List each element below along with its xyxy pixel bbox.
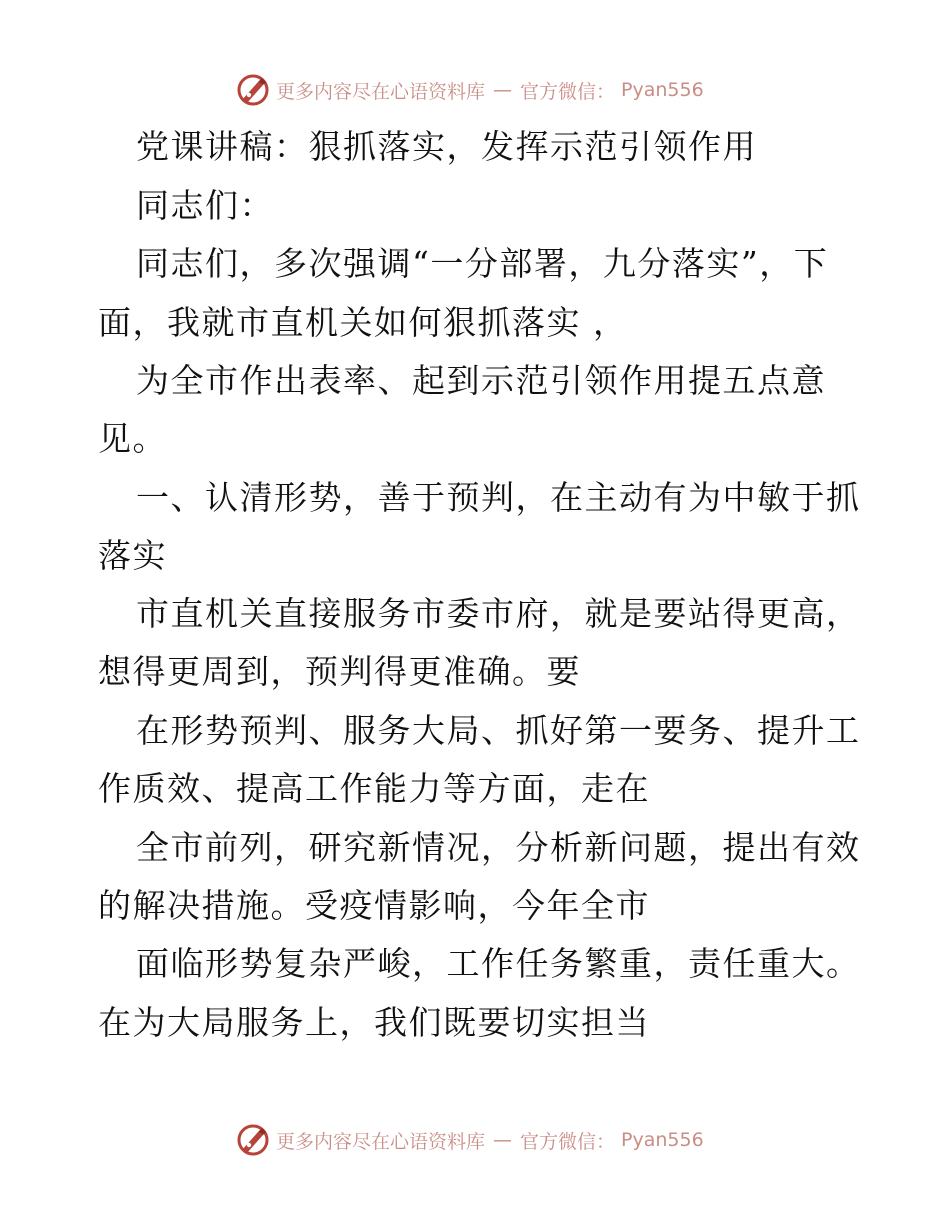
pen-logo-icon xyxy=(236,73,270,107)
doc-title: 党课讲稿：狠抓落实，发挥示范引领作用 xyxy=(136,127,757,166)
header-wechat-label: 官方微信： xyxy=(520,80,616,103)
doc-line: 为全市作出表率、起到示范引领作用提五点意 xyxy=(136,361,826,400)
header-wechat-id: Pyan556 xyxy=(621,79,704,101)
doc-line: 想得更周到，预判得更准确。要 xyxy=(98,652,581,691)
header-site-text: 更多内容尽在心语资料库 xyxy=(276,80,486,103)
header-dash: — xyxy=(493,79,513,101)
doc-section-heading-cont: 落实 xyxy=(98,536,167,575)
doc-line: 面临形势复杂严峻，工作任务繁重，责任重大。 xyxy=(136,944,861,983)
doc-line: 同志们，多次强调“一分部署，九分落实”，下 xyxy=(136,244,829,283)
doc-line: 的解决措施。受疫情影响，今年全市 xyxy=(98,886,650,925)
doc-line: 见。 xyxy=(98,419,167,458)
doc-line: 在形势预判、服务大局、抓好第一要务、提升工 xyxy=(136,711,861,750)
doc-line: 全市前列，研究新情况，分析新问题，提出有效 xyxy=(136,828,861,867)
doc-line: 市直机关直接服务市委市府，就是要站得更高， xyxy=(136,594,861,633)
footer-dash: — xyxy=(493,1129,513,1151)
pen-logo-icon xyxy=(236,1123,270,1157)
footer-wechat-label: 官方微信： xyxy=(520,1130,616,1153)
doc-salutation: 同志们： xyxy=(136,186,274,225)
footer-wechat-id: Pyan556 xyxy=(621,1129,704,1151)
doc-line: 在为大局服务上，我们既要切实担当 xyxy=(98,1003,650,1042)
doc-section-heading: 一、认清形势，善于预判，在主动有为中敏于抓 xyxy=(136,478,861,517)
footer-watermark xyxy=(236,1122,704,1158)
header-watermark xyxy=(236,72,704,108)
footer-site-text: 更多内容尽在心语资料库 xyxy=(276,1130,486,1153)
doc-line: 面，我就市直机关如何狠抓落实 ， xyxy=(98,303,628,342)
doc-line: 作质效、提高工作能力等方面，走在 xyxy=(98,769,650,808)
